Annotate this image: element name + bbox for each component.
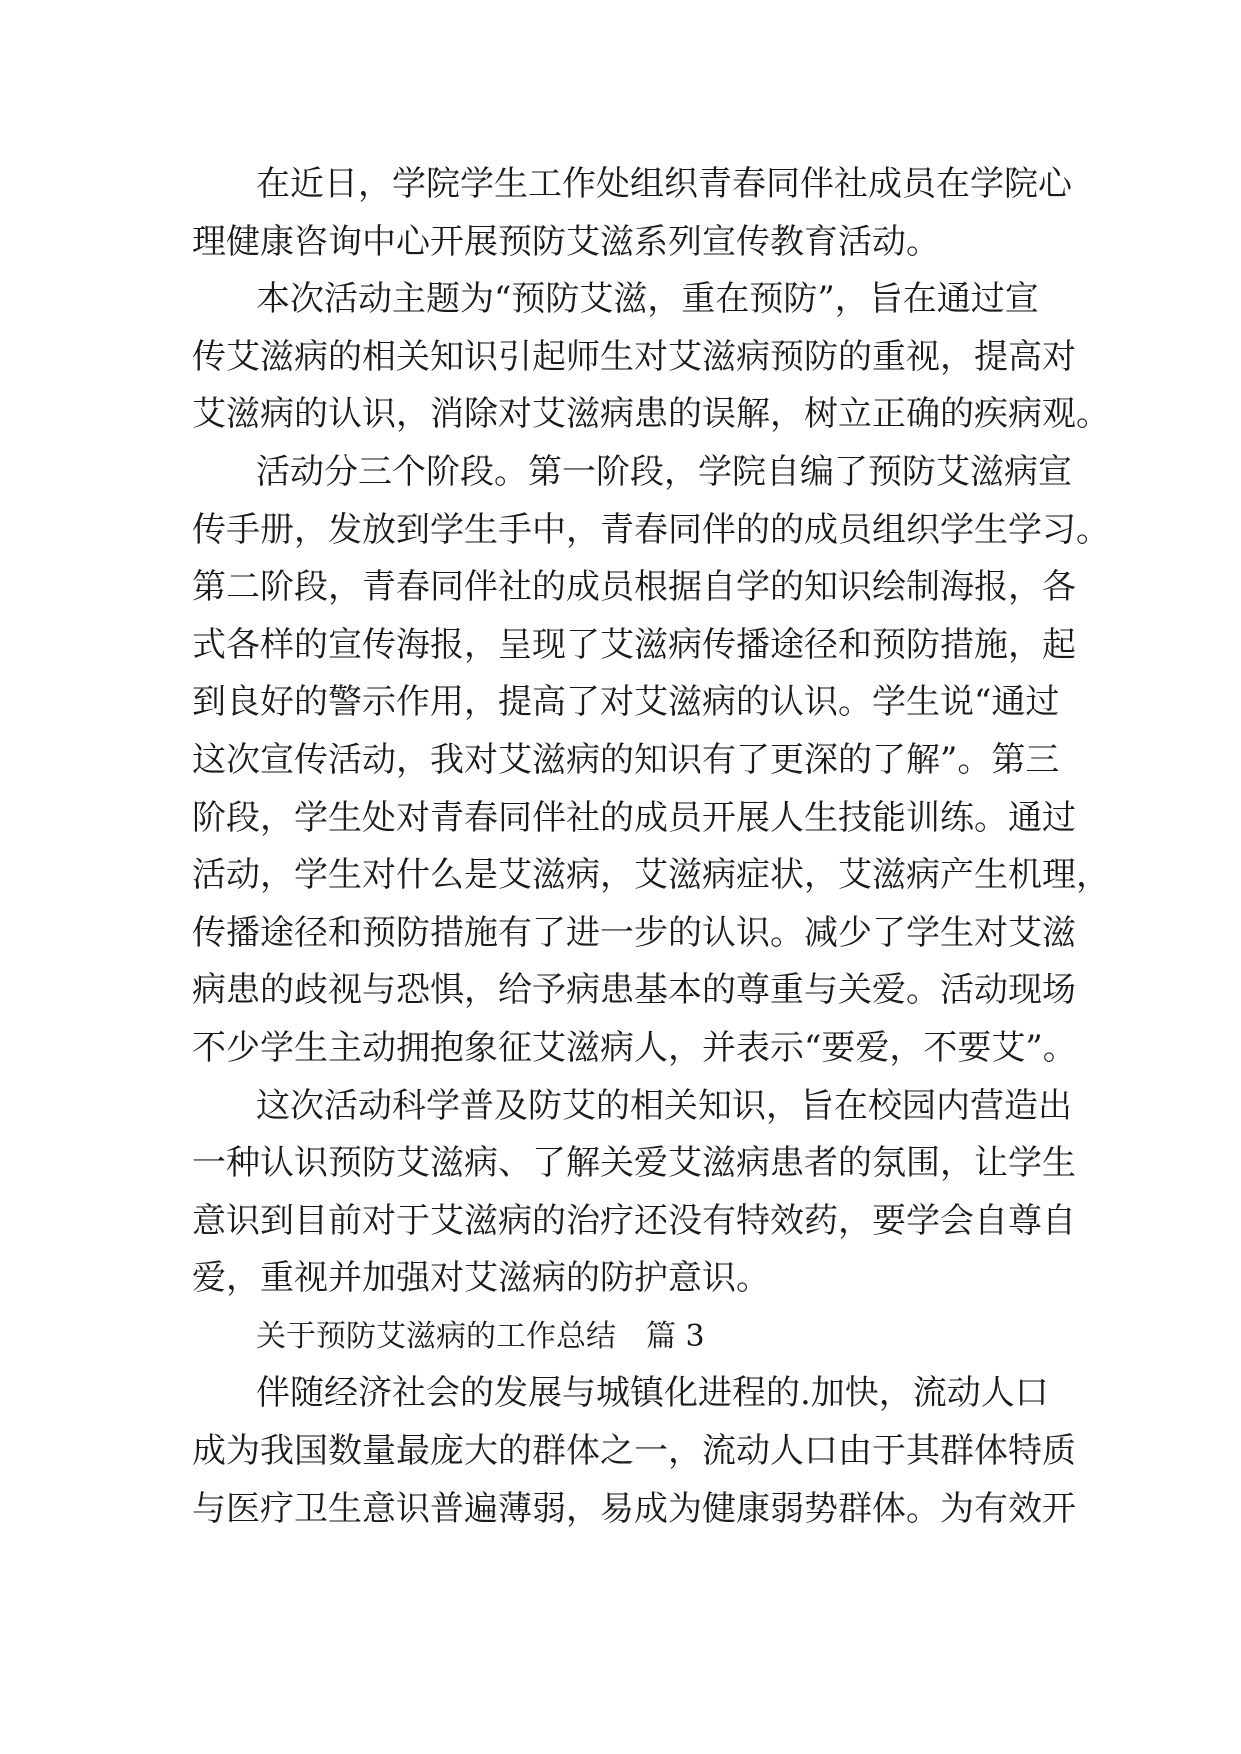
- paragraph-line: 传艾滋病的相关知识引起师生对艾滋病预防的重视，提高对: [192, 336, 1076, 377]
- paragraph-3: [192, 444, 1110, 1078]
- section-heading: 关于预防艾滋病的工作总结 篇 3: [256, 1318, 705, 1354]
- paragraph-2: [192, 271, 1110, 444]
- paragraph-line: 传手册，发放到学生手中，青春同伴的的成员组织学生学习。: [192, 509, 1110, 550]
- paragraph-line: 活动，学生对什么是艾滋病，艾滋病症状，艾滋病产生机理，: [192, 855, 1110, 896]
- paragraph-line: 不少学生主动拥抱象征艾滋病人，并表示“要爱，不要艾”。: [192, 1027, 1077, 1068]
- paragraph-line: 在近日，学院学生工作处组织青春同伴社成员在学院心: [256, 164, 1072, 204]
- paragraph-line: 这次活动科学普及防艾的相关知识，旨在校园内营造出: [256, 1085, 1072, 1126]
- paragraph-1: [192, 156, 1072, 271]
- paragraph-line: 到良好的警示作用，提高了对艾滋病的认识。学生说“通过: [192, 682, 1060, 723]
- paragraph-line: 与医疗卫生意识普遍薄弱，易成为健康弱势群体。为有效开: [192, 1488, 1076, 1529]
- paragraph-line: 式各样的宣传海报，呈现了艾滋病传播途径和预防措施，起: [192, 624, 1076, 665]
- paragraph-4: [192, 1078, 1076, 1308]
- paragraph-line: 传播途径和预防措施有了进一步的认识。减少了学生对艾滋: [192, 912, 1076, 953]
- paragraph-line: 成为我国数量最庞大的群体之一，流动人口由于其群体特质: [192, 1431, 1076, 1472]
- paragraph-line: 活动分三个阶段。第一阶段，学院自编了预防艾滋病宣: [256, 451, 1072, 492]
- paragraph-line: 阶段，学生处对青春同伴社的成员开展人生技能训练。通过: [192, 797, 1076, 838]
- paragraph-5: [192, 1365, 1076, 1538]
- paragraph-line: 第二阶段，青春同伴社的成员根据自学的知识绘制海报，各: [192, 567, 1076, 608]
- paragraph-line: 理健康咨询中心开展预防艾滋系列宣传教育活动。: [192, 221, 940, 262]
- paragraph-line: 艾滋病的认识，消除对艾滋病患的误解，树立正确的疾病观。: [192, 394, 1110, 435]
- paragraph-line: 意识到目前对于艾滋病的治疗还没有特效药，要学会自尊自: [192, 1200, 1076, 1241]
- paragraph-line: 伴随经济社会的发展与城镇化进程的.加快，流动人口: [256, 1373, 1049, 1414]
- paragraph-line: 一种认识预防艾滋病、了解关爱艾滋病患者的氛围，让学生: [192, 1143, 1076, 1184]
- paragraph-line: 本次活动主题为“预防艾滋，重在预防”，旨在通过宣: [256, 279, 1039, 320]
- paragraph-line: 这次宣传活动，我对艾滋病的知识有了更深的了解”。第三: [192, 739, 1060, 780]
- paragraph-line: 病患的歧视与恐惧，给予病患基本的尊重与关爱。活动现场: [192, 970, 1076, 1011]
- document-body: [192, 156, 1110, 1538]
- paragraph-line: 爱，重视并加强对艾滋病的防护意识。: [192, 1258, 770, 1299]
